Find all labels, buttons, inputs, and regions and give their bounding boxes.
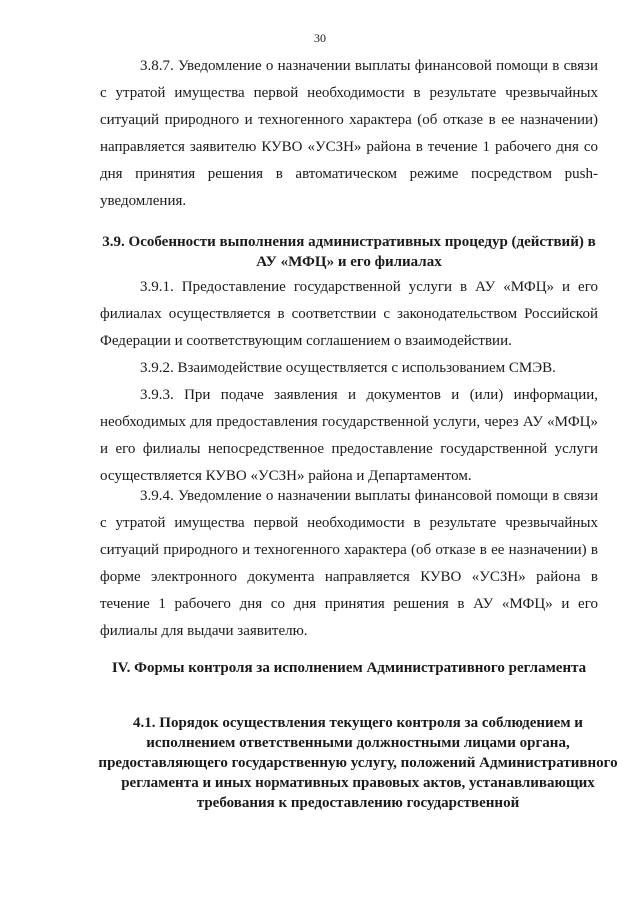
paragraph-3-9-1: 3.9.1. Предоставление государственной услуги в АУ «МФЦ» и его филиалах осуществляется в соответствии с законодательством Российской Федерации и соответствующим соглашением о взаимодействии.: [100, 279, 598, 349]
paragraph-3-9-3: 3.9.3. При подаче заявления и документов и (или) информации, необходимых для предоставления государственной услуги, через АУ «МФЦ» и его филиалы непосредственное предоставление государственной услуги осуществляется КУВО «УСЗН» района и Департаментом.: [100, 387, 598, 484]
section-heading-3-9: 3.9. Особенности выполнения административных процедур (действий) в АУ «МФЦ» и его филиалах: [102, 234, 596, 270]
page-number: 30: [314, 31, 326, 45]
paragraph-3-9-2: 3.9.2. Взаимодействие осуществляется с использованием СМЭВ.: [140, 360, 556, 376]
chapter-heading-iv: IV. Формы контроля за исполнением Административного регламента: [111, 660, 587, 676]
section-heading-4-1: 4.1. Порядок осуществления текущего контроля за соблюдением и исполнением ответственными должностными лицами органа, предоставляющего государственную услугу, положений Административного регламента и иных нормативных правовых актов, устанавливающих требования к предоставлению государственной: [98, 715, 618, 811]
paragraph-3-9-4: 3.9.4. Уведомление о назначении выплаты финансовой помощи в связи с утратой имущества первой необходимости в результате чрезвычайных ситуаций природного и техногенного характера (об отказе в ее назначении) в форме электронного документа направляется КУВО «УСЗН» района в течение 1 рабочего дня со дня принятия решения в АУ «МФЦ» и его филиалы для выдачи заявителю.: [100, 488, 598, 639]
paragraph-3-8-7: 3.8.7. Уведомление о назначении выплаты финансовой помощи в связи с утратой имущества первой необходимости в результате чрезвычайных ситуаций природного и техногенного характера (об отказе в ее назначении) направляется заявителю КУВО «УСЗН» района в течение 1 рабочего дня со дня принятия решения в автоматическом режиме посредством push-уведомления.: [100, 58, 598, 209]
